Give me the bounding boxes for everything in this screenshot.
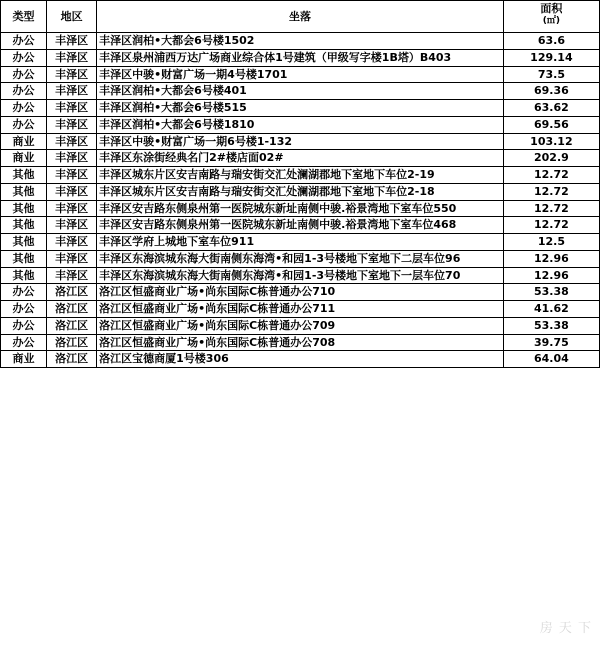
cell-area: 丰泽区 [47, 250, 97, 267]
cell-type: 其他 [1, 167, 47, 184]
cell-size: 103.12 [503, 133, 599, 150]
cell-area: 丰泽区 [47, 234, 97, 251]
cell-address: 丰泽区润柏•大都会6号楼1810 [97, 116, 504, 133]
cell-type: 办公 [1, 100, 47, 117]
table-row [1, 183, 600, 200]
table-row [1, 66, 600, 83]
cell-address: 丰泽区润柏•大都会6号楼401 [97, 83, 504, 100]
cell-size: 12.72 [503, 167, 599, 184]
cell-type: 商业 [1, 150, 47, 167]
column-header-size [503, 1, 599, 33]
cell-address: 丰泽区东海滨城东海大街南侧东海湾•和园1-3号楼地下室地下二层车位96 [97, 250, 504, 267]
cell-type: 商业 [1, 133, 47, 150]
table-row [1, 33, 600, 50]
cell-area: 丰泽区 [47, 100, 97, 117]
cell-address: 洛江区恒盛商业广场•尚东国际C栋普通办公710 [97, 284, 504, 301]
column-header-size-label: 面积 [540, 2, 563, 15]
cell-size: 39.75 [503, 334, 599, 351]
cell-area: 洛江区 [47, 301, 97, 318]
cell-address: 洛江区恒盛商业广场•尚东国际C栋普通办公708 [97, 334, 504, 351]
cell-size: 12.72 [503, 217, 599, 234]
cell-type: 其他 [1, 234, 47, 251]
cell-size: 12.96 [503, 250, 599, 267]
cell-area: 丰泽区 [47, 116, 97, 133]
cell-size: 63.62 [503, 100, 599, 117]
cell-area: 丰泽区 [47, 183, 97, 200]
cell-area: 丰泽区 [47, 150, 97, 167]
table-row [1, 234, 600, 251]
cell-area: 丰泽区 [47, 83, 97, 100]
cell-address: 洛江区恒盛商业广场•尚东国际C栋普通办公711 [97, 301, 504, 318]
watermark: 房 天 下 [539, 621, 592, 636]
cell-type: 办公 [1, 317, 47, 334]
cell-address: 丰泽区东涂街经典名门2#楼店面02# [97, 150, 504, 167]
cell-type: 其他 [1, 217, 47, 234]
cell-type: 办公 [1, 66, 47, 83]
cell-address: 丰泽区安吉路东侧泉州第一医院城东新址南侧中骏.裕景湾地下室车位550 [97, 200, 504, 217]
cell-type: 办公 [1, 301, 47, 318]
table-row [1, 334, 600, 351]
cell-size: 73.5 [503, 66, 599, 83]
column-header-area: 地区 [47, 1, 97, 33]
table-row [1, 267, 600, 284]
cell-type: 办公 [1, 116, 47, 133]
cell-address: 丰泽区中骏•财富广场一期4号楼1701 [97, 66, 504, 83]
cell-type: 其他 [1, 250, 47, 267]
cell-address: 丰泽区润柏•大都会6号楼515 [97, 100, 504, 117]
column-header-size-unit: (㎡) [542, 15, 561, 26]
cell-type: 办公 [1, 83, 47, 100]
cell-type: 其他 [1, 183, 47, 200]
table-row [1, 83, 600, 100]
table-row [1, 167, 600, 184]
table-row [1, 49, 600, 66]
cell-area: 洛江区 [47, 317, 97, 334]
column-header-address: 坐落 [97, 1, 504, 33]
cell-size: 12.5 [503, 234, 599, 251]
cell-address: 丰泽区中骏•财富广场一期6号楼1-132 [97, 133, 504, 150]
cell-size: 69.56 [503, 116, 599, 133]
table-row [1, 116, 600, 133]
cell-area: 丰泽区 [47, 66, 97, 83]
cell-address: 丰泽区城东片区安吉南路与瑞安街交汇处澜湖郡地下室地下车位2-19 [97, 167, 504, 184]
cell-size: 69.36 [503, 83, 599, 100]
cell-size: 41.62 [503, 301, 599, 318]
cell-area: 丰泽区 [47, 267, 97, 284]
cell-size: 53.38 [503, 317, 599, 334]
cell-address: 丰泽区润柏•大都会6号楼1502 [97, 33, 504, 50]
cell-area: 丰泽区 [47, 217, 97, 234]
cell-area: 洛江区 [47, 334, 97, 351]
cell-size: 12.96 [503, 267, 599, 284]
table-row [1, 133, 600, 150]
cell-type: 其他 [1, 200, 47, 217]
cell-address: 丰泽区学府上城地下室车位911 [97, 234, 504, 251]
table-row [1, 217, 600, 234]
cell-address: 丰泽区泉州浦西万达广场商业综合体1号建筑（甲级写字楼1B塔）B403 [97, 49, 504, 66]
cell-address: 洛江区宝德商厦1号楼306 [97, 351, 504, 368]
table-body [1, 33, 600, 368]
cell-address: 丰泽区东海滨城东海大街南侧东海湾•和园1-3号楼地下室地下一层车位70 [97, 267, 504, 284]
table-header-row [1, 1, 600, 33]
column-header-type: 类型 [1, 1, 47, 33]
cell-area: 丰泽区 [47, 49, 97, 66]
cell-address: 洛江区恒盛商业广场•尚东国际C栋普通办公709 [97, 317, 504, 334]
cell-size: 64.04 [503, 351, 599, 368]
cell-type: 办公 [1, 284, 47, 301]
cell-type: 办公 [1, 33, 47, 50]
cell-area: 洛江区 [47, 284, 97, 301]
cell-area: 丰泽区 [47, 200, 97, 217]
cell-area: 洛江区 [47, 351, 97, 368]
cell-type: 办公 [1, 334, 47, 351]
cell-address: 丰泽区安吉路东侧泉州第一医院城东新址南侧中骏.裕景湾地下室车位468 [97, 217, 504, 234]
cell-type: 办公 [1, 49, 47, 66]
cell-type: 商业 [1, 351, 47, 368]
cell-size: 53.38 [503, 284, 599, 301]
cell-size: 12.72 [503, 183, 599, 200]
table-row [1, 250, 600, 267]
cell-size: 129.14 [503, 49, 599, 66]
cell-area: 丰泽区 [47, 167, 97, 184]
table-row [1, 301, 600, 318]
table-row [1, 150, 600, 167]
cell-type: 其他 [1, 267, 47, 284]
table-row [1, 200, 600, 217]
cell-size: 12.72 [503, 200, 599, 217]
table-row [1, 100, 600, 117]
cell-area: 丰泽区 [47, 133, 97, 150]
table-row [1, 317, 600, 334]
cell-size: 202.9 [503, 150, 599, 167]
cell-size: 63.6 [503, 33, 599, 50]
cell-area: 丰泽区 [47, 33, 97, 50]
table-row [1, 284, 600, 301]
cell-address: 丰泽区城东片区安吉南路与瑞安街交汇处澜湖郡地下室地下车位2-18 [97, 183, 504, 200]
table-row [1, 351, 600, 368]
